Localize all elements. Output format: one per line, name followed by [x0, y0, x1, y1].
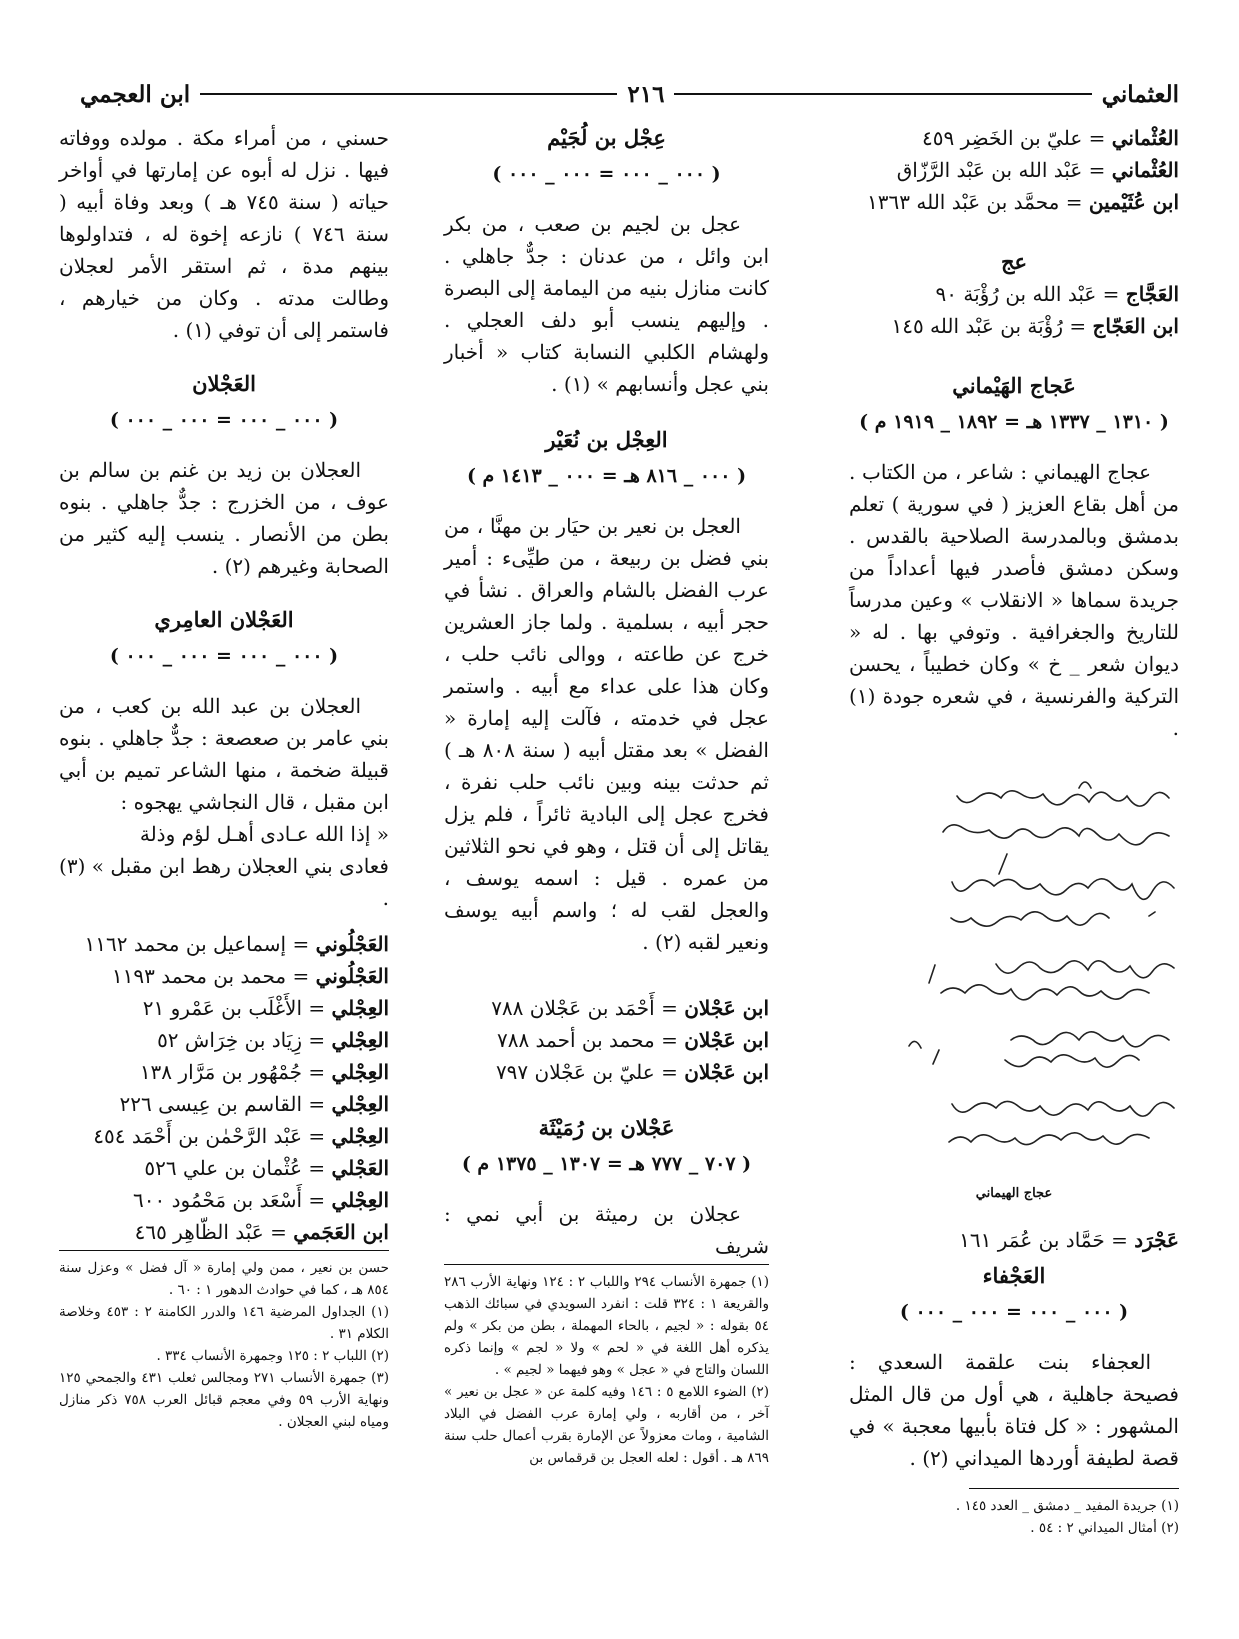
footnote: حسن بن نعير ، ممن ولي إمارة « آل فضل » وعزل سنة ٨٥٤ هـ ، كما في حوادث الدهور ١ : ٦٠ .	[59, 1260, 389, 1298]
handwriting-sample-image	[849, 778, 1179, 1168]
xref-name: ابن عَجْلان	[684, 1060, 769, 1084]
footnote: (٣) جمهرة الأنساب ٢٧١ ومجالس ثعلب ٤٣١ والجمحي ١٢٥ ونهاية الأرب ٥٩ وفي معجم قبائل العرب ٧٥٨ ذكر منازل ومياه لبني العجلان .	[59, 1370, 390, 1430]
entry-body: العجلان بن عبد الله بن كعب ، من بني عامر بن صعصعة : جدٌّ جاهلي . بنوه قبيلة ضخمة ، منها الشاعر تميم بن أبي ابن مقبل ، قال النجاشي يهجوه :	[59, 694, 389, 814]
page-number: ٢١٦	[627, 80, 665, 108]
handwriting-scribble	[849, 778, 1179, 1168]
xref-target: محمد بن محمد ١١٩٣	[111, 964, 287, 988]
header-rule	[200, 93, 617, 95]
page-header	[80, 74, 1179, 114]
xref-name: العَجْلُوني	[315, 964, 389, 988]
entry-dates: ( ٧٠٧ _ ٧٧٧ هـ = ١٣٠٧ _ ١٣٧٥ م )	[461, 1153, 752, 1175]
xref-name: ابن العَجّاج	[1092, 314, 1179, 338]
footnote: (٢) اللباب ٢ : ١٢٥ وجمهرة الأنساب ٣٣٤ .	[156, 1348, 389, 1364]
xref-target: أَحْمَد بن عَجْلان ٧٨٨	[491, 996, 655, 1020]
xref-line: العِجْلي = جُمْهُور بن مَرَّار ١٣٨	[139, 1060, 389, 1084]
xref-target: عَبْد الرَّحْمٰن بن أَحْمَد ٤٥٤	[93, 1124, 303, 1148]
entry-dates: ( ٠٠٠ _ ٠٠٠ = ٠٠٠ _ ٠٠٠ )	[109, 409, 339, 431]
xref-name: العِجْلي	[331, 1188, 389, 1212]
footnote-rule	[969, 1488, 1179, 1489]
entry-body: عجلان بن رميثة بن أبي نمي : شريف	[444, 1198, 769, 1265]
xref-name: العِجْلي	[331, 996, 389, 1020]
poem-verse: فعادى بني العجلان رهط ابن مقبل » (٣) .	[59, 854, 389, 910]
xref-line: العَجْلي = عُثْمان بن علي ٥٢٦	[144, 1156, 389, 1180]
entry-dates: ( ٠٠٠ _ ٠٠٠ = ٠٠٠ _ ٠٠٠ )	[109, 645, 339, 667]
xref-line: ابن عَجْلان = محمد بن أحمد ٧٨٨	[496, 1028, 769, 1052]
xref-name: ابن عَجْلان	[684, 1028, 769, 1052]
xref-line: العُثْماني = عَبْد الله بن عَبْد الرَّزّاق	[896, 158, 1179, 182]
letter-section-heading: عج	[1000, 249, 1028, 274]
xref-line: ابن العَجّاج = رُؤْبَة بن عَبْد الله ١٤٥	[891, 314, 1179, 338]
xref-line: العُثْماني = عليّ بن الخَضِر ٤٥٩	[922, 126, 1179, 150]
xref-name: العَجْلي	[331, 1156, 389, 1180]
entry-dates: ( ١٣١٠ _ ١٣٣٧ هـ = ١٨٩٢ _ ١٩١٩ م )	[859, 411, 1169, 433]
xref-line: عَجْرَد = حَمَّاد بن عُمَر ١٦١	[959, 1228, 1179, 1252]
xref-target: محمَّد بن عَبْد الله ١٣٦٣	[867, 190, 1060, 214]
xref-name: عَجْرَد	[1134, 1228, 1179, 1252]
xref-name: ابن عَجْلان	[684, 996, 769, 1020]
entry-dates: ( ٠٠٠ _ ٠٠٠ = ٠٠٠ _ ٠٠٠ )	[899, 1301, 1129, 1323]
xref-target: عُثْمان بن علي ٥٢٦	[144, 1156, 303, 1180]
header-right-keyword: العثماني	[1101, 80, 1179, 108]
xref-target: عَبْد الله بن رُؤْبَة ٩٠	[935, 282, 1097, 306]
xref-line: ابن عَجْلان = أَحْمَد بن عَجْلان ٧٨٨	[491, 996, 769, 1020]
xref-name: العَجَّاج	[1125, 282, 1179, 306]
xref-target: الأَغْلَب بن عَمْرو ٢١	[142, 996, 303, 1020]
handwriting-caption: عجاج الهيماني	[975, 1186, 1053, 1201]
xref-target: محمد بن أحمد ٧٨٨	[496, 1028, 655, 1052]
xref-target: القاسم بن عِيسى ٢٢٦	[119, 1092, 303, 1116]
xref-line: العَجْلُوني = إسماعيل بن محمد ١١٦٢	[84, 932, 389, 956]
column-right	[849, 122, 1179, 1539]
entry-body: العجل بن نعير بن حيَار بن مهنَّا ، من بني فضل بن ربيعة ، من طيِّىء : أمير عرب الفضل بالشام والعراق . نشأ في حجر أبيه ، بسلمية . ولما جاز العشرين خرج عن طاعته ، ووالى نائب حلب ، وكان هذا على عداء مع أبيه . واستمر عجل في خدمته ، فآلت إليه إمارة « الفضل » بعد مقتل أبيه ( سنة ٨٠٨ هـ ) ثم حدثت بينه وبين نائب حلب نفرة ، فخرج عجل إلى البادية ثائراً ، فلم يزل يقاتل إلى أن قتل ، وهو في نحو الثلاثين من عمره . قيل : اسمه يوسف ، والعجل لقب له ؛ واسم أبيه يوسف ونعير لقبه (٢) .	[444, 514, 769, 954]
xref-name: العِجْلي	[331, 1092, 389, 1116]
xref-name: العِجْلي	[331, 1060, 389, 1084]
xref-line: العِجْلي = الأَغْلَب بن عَمْرو ٢١	[142, 996, 389, 1020]
header-left-keyword: ابن العجمي	[80, 80, 191, 108]
xref-name: العُثْماني	[1111, 158, 1179, 182]
xref-target: إسماعيل بن محمد ١١٦٢	[84, 932, 287, 956]
xref-target: زِيَاد بن خِرَاش ٥٢	[157, 1028, 303, 1052]
entry-body: العجلان بن زيد بن غنم بن سالم بن عوف ، من الخزرج : جدٌّ جاهلي . بنوه بطن من الأنصار . ينسب إليه كثير من الصحابة وغيرهم (٢) .	[59, 458, 389, 578]
xref-name: العِجْلي	[331, 1028, 389, 1052]
entry-body: عجل بن لجيم بن صعب ، من بكر ابن وائل ، من عدنان : جدٌّ جاهلي . كانت منازل بنيه من اليمامة إلى البصرة . وإليهم ينسب أبو دلف العجلي . ولهشام الكلبي النسابة كتاب « أخبار بني عجل وأنسابهم » (١) .	[444, 212, 769, 396]
xref-line: ابن عُثَيْمين = محمَّد بن عَبْد الله ١٣٦٣	[867, 190, 1179, 214]
entry-body: العجفاء بنت علقمة السعدي : فصيحة جاهلية ، هي أول من قال المثل المشهور : « كل فتاة بأبيها معجبة » في قصة لطيفة أوردها الميداني (٢) .	[849, 1350, 1179, 1470]
entry-title: عَجْلان بن رُمَيْثَة	[538, 1115, 675, 1140]
xref-name: العَجْلُوني	[315, 932, 389, 956]
entry-title: عَجاج الهَيْماني	[952, 373, 1076, 398]
xref-line: العَجَّاج = عَبْد الله بن رُؤْبَة ٩٠	[935, 282, 1179, 306]
xref-target: رُؤْبَة بن عَبْد الله ١٤٥	[891, 314, 1063, 338]
xref-target: عليّ بن عَجْلان ٧٩٧	[495, 1060, 655, 1084]
xref-line: العِجْلي = أَسْعَد بن مَحْمُود ٦٠٠	[133, 1188, 389, 1212]
xref-line: ابن عَجْلان = عليّ بن عَجْلان ٧٩٧	[495, 1060, 769, 1084]
poem-verse: « إذا الله عـادى أهـل لؤم وذلة	[139, 822, 389, 846]
footnote: (١) جريدة المفيد _ دمشق _ العدد ١٤٥ .	[955, 1498, 1179, 1514]
spacer	[444, 972, 769, 992]
entry-title: العَجْلان	[192, 371, 256, 396]
entry-title: العِجْل بن نُعَيْر	[545, 427, 668, 452]
xref-name: ابن العَجَمي	[293, 1220, 389, 1244]
column-middle	[444, 122, 769, 1469]
column-left	[59, 122, 389, 1433]
xref-target: عَبْد الله بن عَبْد الرَّزّاق	[896, 158, 1083, 182]
xref-target: جُمْهُور بن مَرَّار ١٣٨	[139, 1060, 303, 1084]
entry-body: عجاج الهيماني : شاعر ، من الكتاب . من أهل بقاع العزيز ( في سورية ) تعلم بدمشق وبالمدرسة الصلاحية بالقدس . وسكن دمشق فأصدر فيها أعداداً من جريدة سماها « الانقلاب » وعين مدرساً للتاريخ والجغرافية . وتوفي بها . له « ديوان شعر _ خ » وكان خطيباً ، يحسن التركية والفرنسية ، في شعره جودة (١) .	[849, 460, 1179, 740]
footnote: (٢) الضوء اللامع ٥ : ١٤٦ وفيه كلمة عن « عجل بن نعير » آخر ، من أقاربه ، ولي إمارة عرب الفضل في البلاد الشامية ، ومات معزولاً عن الإمارة بقرب أعمال حلب سنة ٨٦٩ هـ . أقول : لعله العجل بن قرقماس بن	[444, 1384, 770, 1466]
entry-title: العَجْلان العامِري	[154, 607, 294, 632]
entry-title: عِجْل بن لُجَيْم	[547, 125, 666, 150]
xref-target: عليّ بن الخَضِر ٤٥٩	[922, 126, 1083, 150]
xref-line: العِجْلي = القاسم بن عِيسى ٢٢٦	[119, 1092, 389, 1116]
entry-body-continued: حسني ، من أمراء مكة . مولده ووفاته فيها . نزل له أبوه عن إمارتها في أواخر حياته ( سنة ٧٤٥ هـ ) وبعد وفاة أبيه ( سنة ٧٤٦ ) نازعه إخوة له ، فتداولوها بينهم مدة ، ثم استقر الأمر لعجلان وطالت مدته . وكان من خيارهم ، فاستمر إلى أن توفي (١) .	[59, 126, 390, 342]
xref-name: العُثْماني	[1111, 126, 1179, 150]
entry-dates: ( ٠٠٠ _ ٨١٦ هـ = ٠٠٠ _ ١٤١٣ م )	[466, 465, 747, 487]
header-rule	[674, 93, 1091, 95]
xref-line: العِجْلي = عَبْد الرَّحْمٰن بن أَحْمَد ٤٥٤	[93, 1124, 389, 1148]
footnote: (٢) أمثال الميداني ٢ : ٥٤ .	[1030, 1520, 1179, 1536]
xref-target: حَمَّاد بن عُمَر ١٦١	[959, 1228, 1105, 1252]
xref-name: ابن عُثَيْمين	[1088, 190, 1179, 214]
xref-name: العِجْلي	[331, 1124, 389, 1148]
entry-dates: ( ٠٠٠ _ ٠٠٠ = ٠٠٠ _ ٠٠٠ )	[492, 163, 721, 185]
xref-target: عَبْد الظّاهِر ٤٦٥	[134, 1220, 264, 1244]
xref-line: ابن العَجَمي = عَبْد الظّاهِر ٤٦٥	[59, 1216, 389, 1251]
xref-line: العَجْلُوني = محمد بن محمد ١١٩٣	[111, 964, 389, 988]
footnote: (١) جمهرة الأنساب ٢٩٤ واللباب ٢ : ١٢٤ ونهاية الأرب ٢٨٦ والقريعة ١ : ٣٢٤ قلت : انفرد السويدي في سبائك الذهب ٥٤ بقوله : « لجيم ، بالحاء المهملة ، بطن من بكر » ولم يذكره أهل اللغة في « لحم » ولا « لجم » وإنما ذكره اللسان والتاج في « عجل » وهو فيهما « لجيم » .	[444, 1274, 769, 1378]
xref-line: العِجْلي = زِيَاد بن خِرَاش ٥٢	[157, 1028, 389, 1052]
footnote: (١) الجداول المرضية ١٤٦ والدرر الكامنة ٢ : ٤٥٣ وخلاصة الكلام ٣١ .	[59, 1304, 389, 1342]
xref-target: أَسْعَد بن مَحْمُود ٦٠٠	[133, 1188, 303, 1212]
entry-title: العَجْفاء	[982, 1263, 1046, 1288]
